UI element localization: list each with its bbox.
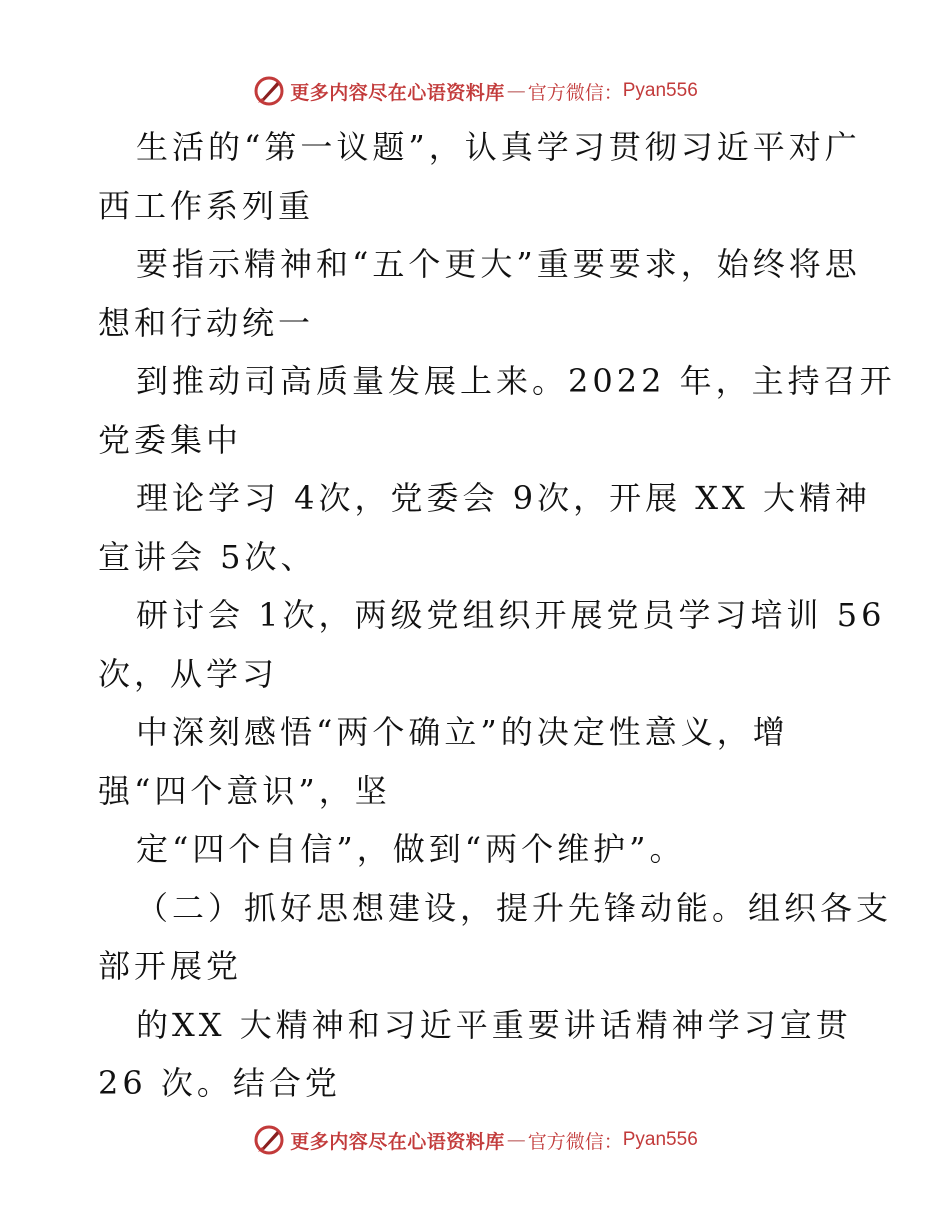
text-line: 中深刻感悟“两个确立”的决定性意义，增	[136, 713, 789, 751]
text-line: 到推动司高质量发展上来。2022 年，主持召开	[136, 362, 896, 400]
header-brand-text: 更多内容尽在心语资料库	[290, 81, 505, 104]
text-line: 想和行动统一	[98, 303, 315, 342]
text-line: 宣讲会 5次、	[98, 537, 317, 576]
footer-wechat-id: Pyan556	[622, 1129, 698, 1150]
header-watermark-banner	[0, 71, 950, 111]
text-line: 理论学习 4次，党委会 9次，开展 XX 大精神	[136, 479, 871, 517]
text-line: 生活的“第一议题”，认真学习贯彻习近平对广	[136, 128, 861, 166]
text-line: （二）抓好思想建设，提升先锋动能。组织各支	[136, 888, 893, 927]
footer-brand-text: 更多内容尽在心语资料库	[290, 1130, 505, 1153]
text-line: 的XX 大精神和习近平重要讲话精神学习宣贯	[136, 1005, 852, 1044]
quill-logo-icon	[252, 74, 286, 108]
text-line: 定“四个自信”，做到“两个维护”。	[136, 830, 686, 868]
footer-separator: —	[506, 1129, 526, 1151]
quill-logo-icon	[252, 1123, 286, 1157]
text-line: 部开展党	[98, 947, 243, 985]
header-wechat-label: 官方微信：	[527, 81, 623, 104]
text-line: 党委集中	[98, 420, 243, 459]
header-wechat-id: Pyan556	[622, 80, 698, 101]
body-text	[98, 118, 896, 1113]
text-line: 研讨会 1次，两级党组织开展党员学习培训 56	[136, 596, 886, 634]
footer-watermark-banner	[0, 1120, 950, 1160]
text-line: 西工作系列重	[98, 186, 315, 225]
header-separator: —	[506, 80, 526, 102]
text-line: 26 次。结合党	[98, 1064, 341, 1102]
footer-wechat-label: 官方微信：	[527, 1130, 623, 1153]
text-line: 要指示精神和“五个更大”重要要求，始终将思	[136, 245, 861, 283]
text-line: 强“四个意识”，坚	[98, 771, 391, 810]
text-line: 次，从学习	[98, 654, 279, 693]
